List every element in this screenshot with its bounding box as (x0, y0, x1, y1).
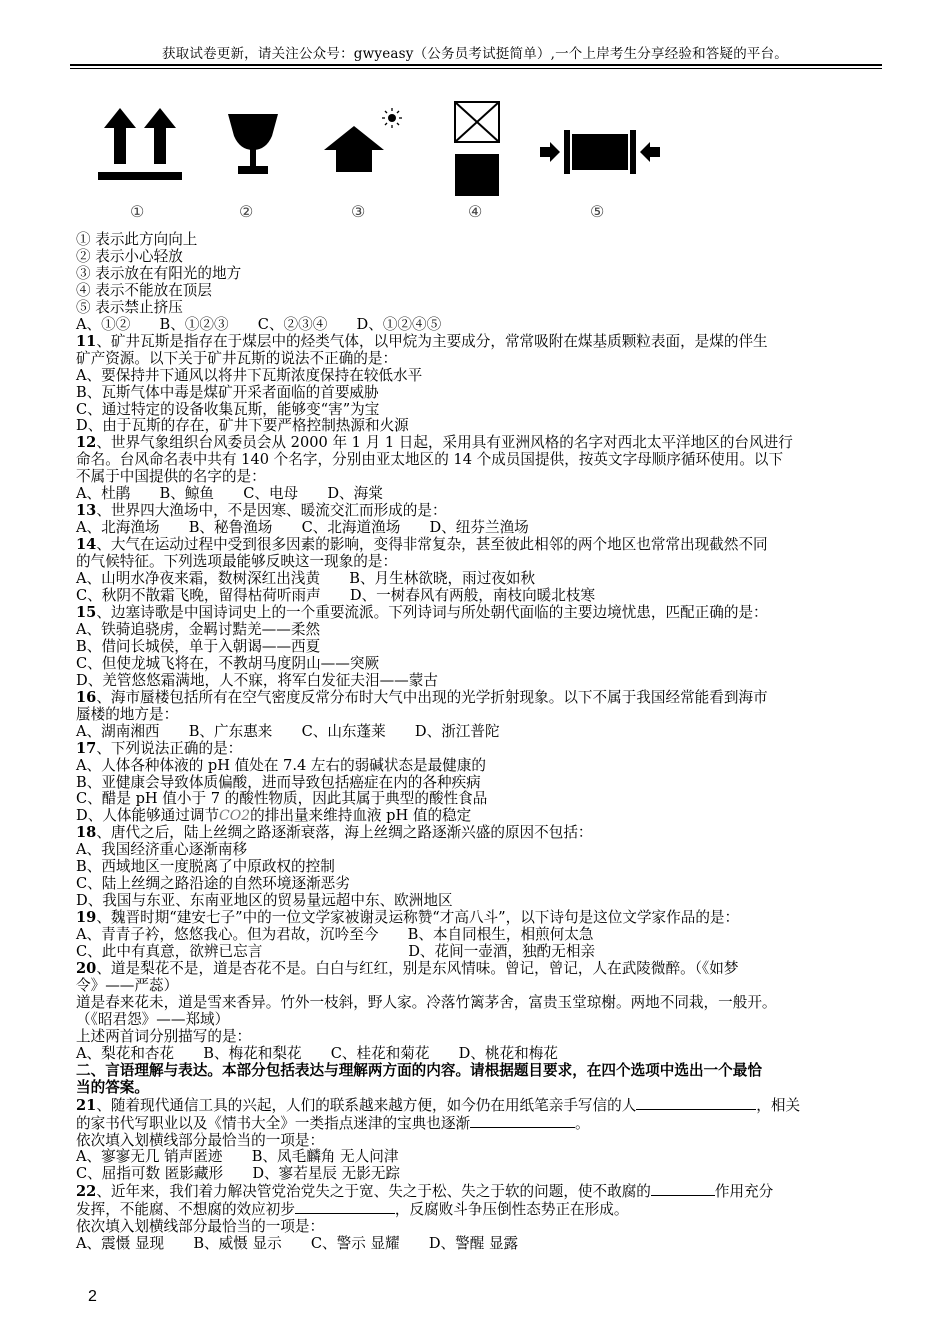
header-rule (70, 64, 882, 66)
symbol-label-4: ④ (468, 202, 483, 221)
text-line (76, 1012, 876, 1029)
symbol-label-2: ② (239, 202, 254, 221)
text-line (76, 961, 876, 978)
text-line (76, 300, 876, 317)
line-text: A、我国经济重心逐渐南移 (76, 841, 248, 859)
text-line (76, 266, 876, 283)
text-line (76, 791, 876, 808)
line-text: ② 表示小心轻放 (76, 247, 183, 265)
text-line (76, 639, 876, 656)
page-number: 2 (88, 1288, 97, 1305)
fill-blank (651, 1183, 715, 1196)
text-line (76, 435, 876, 452)
line-text: 的家书代写职业以及《情书大全》一类指点迷津的宝典也逐渐 (76, 1114, 471, 1132)
line-text: A、湖南湘西 B、广东惠来 C、山东蓬莱 D、浙江普陀 (76, 722, 500, 740)
line-text: 依次填入划横线部分最恰当的一项是： (76, 1131, 325, 1149)
line-text: 、海市蜃楼包括所有在空气密度反常分布时大气中出现的光学折射现象。以下不属于我国经常能看到海市 (96, 688, 768, 706)
line-text: A、要保持井下通风以将井下瓦斯浓度保持在较低水平 (76, 366, 423, 384)
text-line (76, 1115, 876, 1133)
line-text: ④ 表示不能放在顶层 (76, 281, 212, 299)
text-line (76, 232, 876, 249)
text-line (76, 605, 876, 622)
line-text: B、瓦斯气体中毒是煤矿开采者面临的首要威胁 (76, 383, 379, 401)
text-line (76, 503, 876, 520)
text-line (76, 351, 876, 368)
question-number: 19 (76, 909, 97, 927)
line-text: A、杜鹃 B、鲸鱼 C、电母 D、海棠 (76, 485, 383, 503)
text-line (76, 1029, 876, 1046)
text-line (76, 385, 876, 402)
text-line (76, 469, 876, 486)
text-line (76, 1046, 876, 1063)
line-text: A、震慑 显现 B、威慑 显示 C、警示 显耀 D、警醒 显露 (76, 1235, 519, 1253)
question-number: 13 (76, 502, 97, 520)
line-text: 蜃楼的地方是： (76, 705, 179, 723)
line-text: （《昭君怨》——郑域） (76, 1010, 230, 1028)
question-number: 18 (76, 824, 97, 842)
question-number: 12 (76, 434, 97, 452)
text-line (76, 571, 876, 588)
line-text: A、寥寥无几 销声匿迹 B、凤毛麟角 无人问津 (76, 1148, 399, 1166)
text-line (76, 486, 876, 503)
line-text: ① 表示此方向向上 (76, 231, 198, 248)
line-text: 矿产资源。以下关于矿井瓦斯的说法不正确的是： (76, 349, 398, 367)
text-line (76, 554, 876, 571)
line-text: C、此中有真意，欲辨已忘言 D、花间一壶酒，独酌无相亲 (76, 943, 596, 961)
text-line (76, 825, 876, 842)
text-line (76, 334, 876, 351)
text-line (76, 1149, 876, 1166)
text-line (76, 876, 876, 893)
line-text-cont: 。 (575, 1114, 590, 1132)
text-line (76, 418, 876, 435)
text-line (76, 724, 876, 741)
text-line (76, 1236, 876, 1253)
line-text: 、大气在运动过程中受到很多因素的影响，变得非常复杂，甚至彼此相邻的两个地区也常常出现截然不同 (96, 536, 768, 554)
line-text: 发挥，不能腐、不想腐的效应初步 (76, 1201, 295, 1219)
text-line (76, 927, 876, 944)
text-line (76, 402, 876, 419)
question-number: 14 (76, 536, 97, 554)
question-number: 20 (76, 959, 97, 977)
text-line (76, 622, 876, 639)
question-number: 22 (76, 1183, 97, 1201)
line-text: 、唐代之后，陆上丝绸之路逐渐衰落，海上丝绸之路逐渐兴盛的原因不包括： (96, 824, 593, 842)
line-text: C、屈指可数 匿影藏形 D、寥若星辰 无影无踪 (76, 1165, 401, 1183)
line-text: 当的答案。 (76, 1078, 149, 1096)
line-text: 道是春来花未，道是雪来香异。竹外一枝斜，野人家。冷落竹篱茅舍，富贵玉堂琼榭。两地不同栽，一般开。 (76, 993, 777, 1011)
text-line (76, 1063, 876, 1080)
line-text: B、亚健康会导致体质偏酸，进而导致包括癌症在内的各种疾病 (76, 773, 481, 791)
text-line (76, 741, 876, 758)
text-line (76, 1080, 876, 1097)
text-line (76, 1219, 876, 1236)
line-text: B、借问长城侯，单于入朝谒——西夏 (76, 637, 321, 655)
line-text: 、魏晋时期“建安七子”中的一位文学家被谢灵运称赞“才高八斗”，以下诗句是这位文学家作品的是： (96, 909, 740, 927)
line-text: ③ 表示放在有阳光的地方 (76, 264, 242, 282)
text-line (76, 758, 876, 775)
line-text: 、世界四大渔场中，不是因寒、暖流交汇而形成的是： (96, 502, 447, 520)
text-line (76, 656, 876, 673)
text-line (76, 1201, 876, 1219)
text-line (76, 673, 876, 690)
wine-glass-icon (226, 98, 280, 184)
symbol-label-1: ① (130, 202, 145, 221)
fill-blank (470, 1115, 575, 1128)
line-text: 、道是梨花不是，道是杏花不是。白白与红红，别是东风情味。曾记，曾记，人在武陵微醉。（《如梦 (96, 959, 739, 977)
line-text: 的气候特征。下列选项最能够反映这一现象的是： (76, 553, 398, 571)
line-text: C、陆上丝绸之路沿途的自然环境逐渐恶劣 (76, 875, 350, 893)
text-line (76, 588, 876, 605)
arrows-up-icon (98, 98, 182, 184)
question-number: 11 (76, 332, 97, 350)
line-text: 上述两首词分别描写的是： (76, 1027, 252, 1045)
text-line (76, 842, 876, 859)
crossed-box-icon (452, 98, 502, 198)
question-number: 21 (76, 1096, 97, 1114)
line-text: A、铁骑追骁虏，金羁讨黠羌——柔然 (76, 620, 321, 638)
text-line (76, 859, 876, 876)
line-text: 、近年来，我们着力解决管党治党失之于宽、失之于松、失之于软的问题，使不敢腐的 (96, 1183, 651, 1201)
text-line (76, 1166, 876, 1183)
line-text: A、人体各种体液的 pH 值处在 7.4 左右的弱碱状态是最健康的 (76, 756, 487, 774)
text-line (76, 893, 876, 910)
line-text: ⑤ 表示禁止挤压 (76, 298, 183, 316)
text-line (76, 707, 876, 724)
text-line (76, 520, 876, 537)
header-rule-thin (70, 68, 882, 69)
line-text: C、但使龙城飞将在，不教胡马度阴山——突厥 (76, 654, 380, 672)
line-text: C、秋阴不散霜飞晚，留得枯荷听雨声 D、一树春风有两般，南枝向暖北枝寒 (76, 587, 596, 605)
text-line (76, 452, 876, 469)
line-text: D、由于瓦斯的存在，矿井下要严格控制热源和火源 (76, 417, 409, 435)
symbol-label-3: ③ (351, 202, 366, 221)
fill-blank (636, 1097, 756, 1110)
text-line (76, 910, 876, 927)
text-line (76, 537, 876, 554)
text-line (76, 368, 876, 385)
question-text (76, 232, 876, 1253)
text-line (76, 808, 876, 825)
line-text: B、西域地区一度脱离了中原政权的控制 (76, 858, 335, 876)
line-text: A、梨花和杏花 B、梅花和梨花 C、桂花和菊花 D、桃花和梅花 (76, 1044, 558, 1062)
line-text: A、①② B、①②③ C、②③④ D、①②④⑤ (76, 315, 442, 333)
packaging-symbols (76, 98, 676, 228)
question-number: 17 (76, 739, 97, 757)
line-text: 令》——严蕊） (76, 976, 179, 994)
line-text: 、矿井瓦斯是指存在于煤层中的烃类气体，以甲烷为主要成分，常常吸附在煤基质颗粒表面，是煤的伴生 (96, 332, 768, 350)
line-text: A、青青子衿，悠悠我心。但为君故，沉吟至今 B、本自同根生，相煎何太急 (76, 926, 594, 944)
fill-blank (295, 1201, 395, 1214)
line-text-cont: ，相关 (756, 1096, 801, 1114)
text-line (76, 978, 876, 995)
line-text: D、人体能够通过调节 (76, 807, 220, 825)
question-number: 16 (76, 688, 97, 706)
text-line (76, 690, 876, 707)
text-line (76, 995, 876, 1012)
line-text: 不属于中国提供的名字的是： (76, 468, 266, 486)
compress-arrows-icon (538, 98, 662, 184)
text-line (76, 1183, 876, 1201)
symbol-label-5: ⑤ (590, 202, 605, 221)
line-text-cont: 作用充分 (714, 1183, 774, 1201)
line-text: 、世界气象组织台风委员会从 2000 年 1 月 1 日起，采用具有亚洲风格的名字对西北太平洋地区的台风进行 (96, 434, 793, 452)
line-text: A、北海渔场 B、秘鲁渔场 C、北海道渔场 D、纽芬兰渔场 (76, 519, 529, 537)
line-text: 二、言语理解与表达。本部分包括表达与理解两方面的内容。请根据题目要求，在四个选项中选出一个最恰 (76, 1061, 762, 1079)
co2-formula: CO2 (219, 808, 251, 825)
line-text: C、通过特定的设备收集瓦斯，能够变“害”为宝 (76, 400, 380, 418)
line-text: D、我国与东亚、东南亚地区的贸易量远超中东、欧洲地区 (76, 892, 453, 910)
house-sun-icon (322, 98, 402, 184)
text-line (76, 249, 876, 266)
line-text: 、随着现代通信工具的兴起，人们的联系越来越方便，如今仍在用纸笔亲手写信的人 (96, 1096, 637, 1114)
text-line (76, 1097, 876, 1115)
line-text: 、下列说法正确的是： (96, 739, 243, 757)
text-line (76, 283, 876, 300)
question-number: 15 (76, 603, 97, 621)
page-header: 获取试卷更新，请关注公众号：gwyeasy（公务员考试挺简单）,一个上岸考生分享经验和答疑的平台。 (161, 46, 788, 62)
line-text: 、边塞诗歌是中国诗词史上的一个重要流派。下列诗词与所处朝代面临的主要边境忧患，匹配正确的是： (96, 603, 768, 621)
line-text: D、羌管悠悠霜满地，人不寐，将军白发征夫泪——蒙古 (76, 671, 438, 689)
text-line (76, 944, 876, 961)
line-text: 依次填入划横线部分最恰当的一项是： (76, 1218, 325, 1236)
line-text: C、醋是 pH 值小于 7 的酸性物质，因此其属于典型的酸性食品 (76, 790, 488, 808)
line-text: A、山明水净夜来霜，数树深红出浅黄 B、月生林欲晓，雨过夜如秋 (76, 570, 536, 588)
text-line (76, 317, 876, 334)
line-text-cont: 的排出量来维持血液 pH 值的稳定 (250, 807, 472, 825)
line-text-cont: ，反腐败斗争压倒性态势正在形成。 (394, 1201, 629, 1219)
line-text: 命名。台风命名表中共有 140 个名字，分别由亚太地区的 14 个成员国提供，按英文字母顺序循环使用。以下 (76, 451, 784, 469)
text-line (76, 775, 876, 792)
text-line (76, 1133, 876, 1150)
